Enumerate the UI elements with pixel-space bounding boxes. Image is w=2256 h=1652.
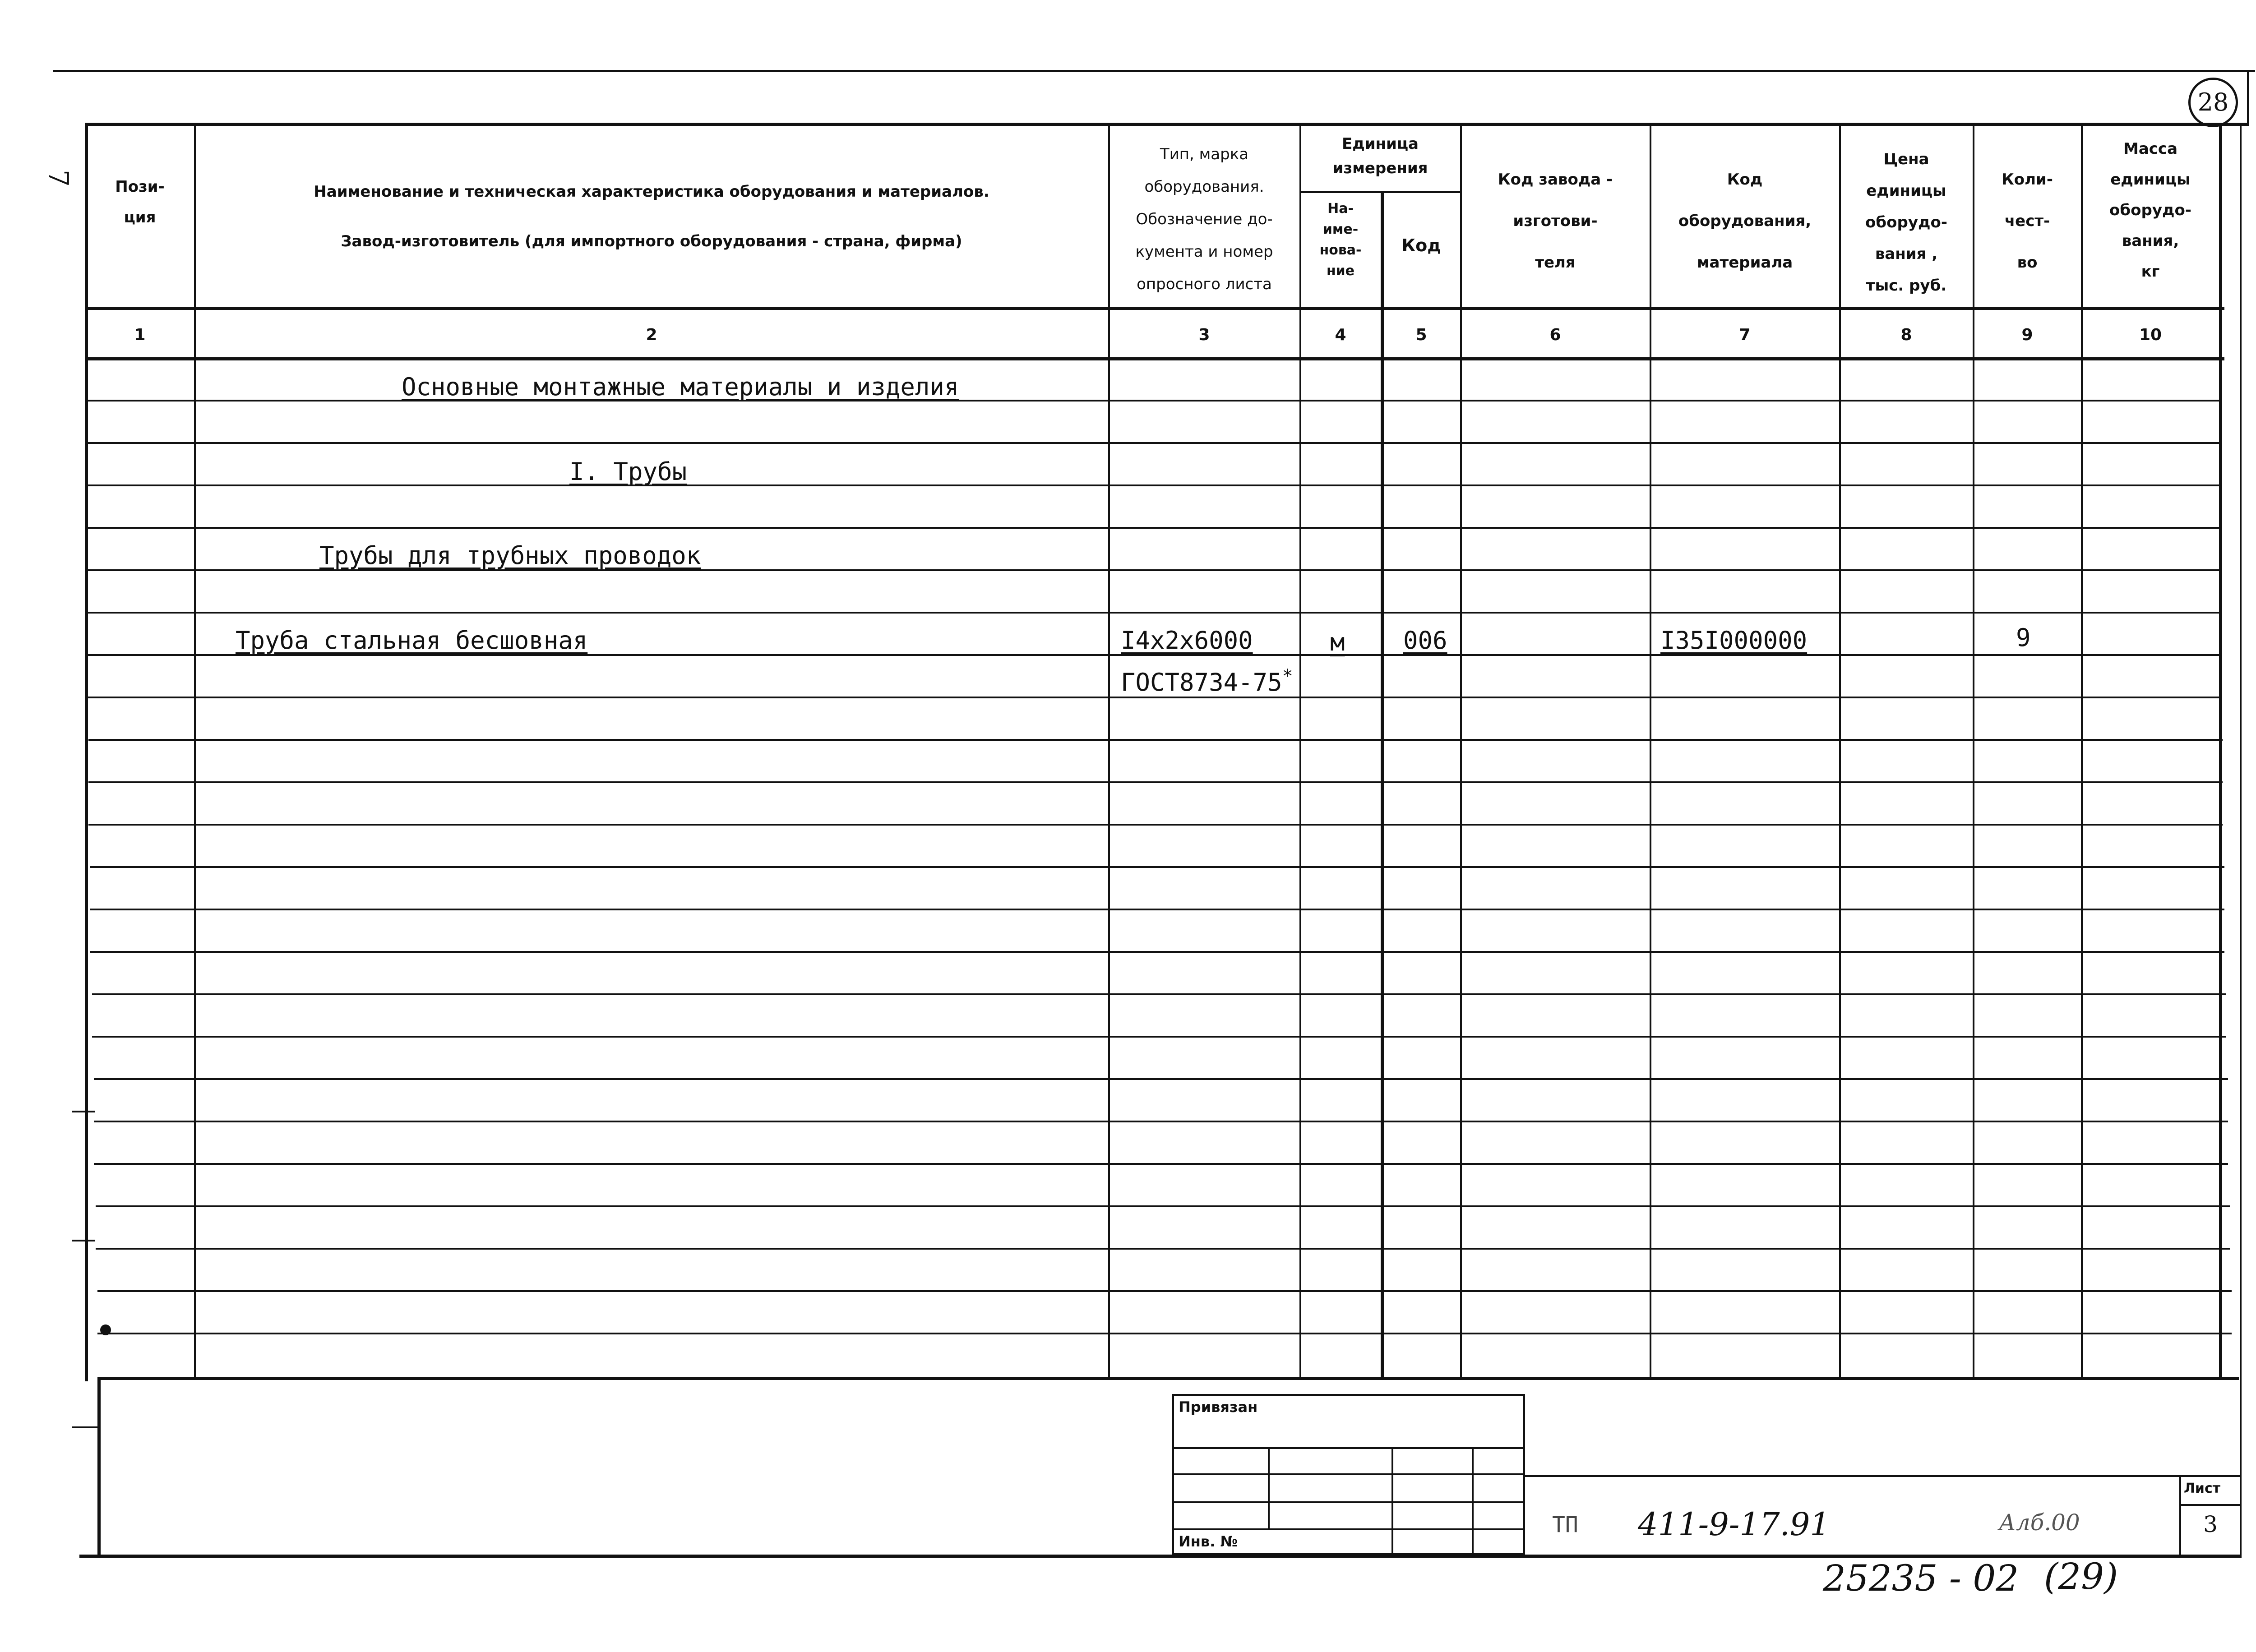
unit-group-divider [1299,191,1460,193]
row-line [90,866,2224,868]
item-quantity: 9 [2016,623,2031,652]
row-line [87,697,2221,698]
column-number-6: 6 [1549,326,1561,344]
punch-dot [100,1324,111,1335]
col-line-4 [1381,191,1384,1377]
row-line [97,1290,2232,1292]
margin-tick [72,1426,99,1428]
column-number-1: 1 [134,326,146,344]
sheet-label: Лист [2184,1481,2221,1496]
row-line [92,993,2226,995]
page-number: 28 [2197,88,2229,116]
attached-label: Привязан [1179,1398,1258,1416]
row-line [96,1248,2230,1250]
header-col4: На- име- нова- ние [1319,201,1362,279]
order-sheet: (29) [2044,1555,2118,1597]
section-title: Основные монтажные материалы и изделия [402,373,959,401]
row-line [94,1121,2228,1122]
header-col5: Код [1401,235,1441,255]
sheet-number: 3 [2203,1511,2218,1537]
subsection-pipes: I. Трубы [569,457,687,486]
header-bottom-border [85,307,2224,310]
column-number-7: 7 [1739,326,1751,344]
column-number-10: 10 [2139,326,2162,344]
row-line [90,951,2224,953]
stamp-vline [1392,1447,1393,1555]
margin-tick [72,1111,95,1112]
item-unit-code: 006 [1403,626,1447,655]
row-line [88,781,2223,783]
header-unit-group: Единица измерения [1332,135,1428,177]
stamp-vline [1472,1447,1474,1555]
stamp-vline [1268,1447,1270,1528]
item-material-code: I35I000000 [1660,626,1808,655]
header-col7: Код оборудования, материала [1678,171,1812,272]
column-number-9: 9 [2021,326,2033,344]
column-number-8: 8 [1900,326,1912,344]
order-code: 25235 - 02 [1823,1557,2019,1599]
item-standard: ГОСТ8734-75* [1121,666,1293,697]
row-line [90,909,2224,910]
row-line [97,1333,2232,1334]
sheet-cell-divider [2179,1504,2242,1506]
page-number-badge [2188,78,2238,127]
row-line [96,1205,2230,1207]
row-line [94,1078,2228,1080]
margin-mark: 7 [42,169,74,187]
item-name: Труба стальная бесшовная [236,626,588,655]
header-col8: Цена единицы оборудо- вания , тыс. руб. [1865,150,1947,295]
row-line [87,612,2221,614]
header-col6: Код завода - изготови- теля [1498,171,1613,272]
stamp-left-line [97,1377,101,1557]
doc-code: 411-9-17.91 [1638,1506,1830,1543]
column-number-5: 5 [1415,326,1427,344]
inventory-number-label: Инв. № [1179,1533,1238,1550]
table-top-border [85,123,2249,126]
column-number-3: 3 [1198,326,1210,344]
title-block-top-line [1525,1475,2242,1477]
column-number-4: 4 [1335,326,1346,344]
row-line [92,1036,2226,1038]
subsection-pipe-lines: Трубы для трубных проводок [319,541,701,570]
margin-tick [72,1240,95,1241]
column-number-2: 2 [646,326,657,344]
header-col3: Тип, марка оборудования. Обозначение до- кумента и номер опросного листа [1135,145,1273,293]
header-col2: Наименование и техническая характеристика оборудования и материалов. Завод-изготовитель (для импортного оборудования - страна, фирма) [314,183,989,250]
col-line-10 [2219,123,2222,1377]
album-code: Алб.00 [1999,1509,2080,1536]
header-col9: Коли- чест- во [2002,171,2053,272]
row-line [94,1163,2228,1165]
frame-top-line [53,70,2255,72]
row-line [87,442,2221,444]
frame-right-line [2240,123,2242,1557]
header-col1: Пози- ция [115,178,165,226]
doc-prefix: ТП [1552,1512,1578,1537]
row-line [88,824,2223,826]
item-unit: м [1330,628,1345,656]
row-line [88,739,2223,741]
header-col10: Масса единицы оборудо- вания, кг [2109,140,2191,281]
item-type: I4x2x6000 [1121,626,1253,655]
frame-corner-line [2247,70,2249,124]
table-bottom-border [99,1377,2239,1380]
row-line [87,527,2221,529]
row-line [87,485,2221,486]
